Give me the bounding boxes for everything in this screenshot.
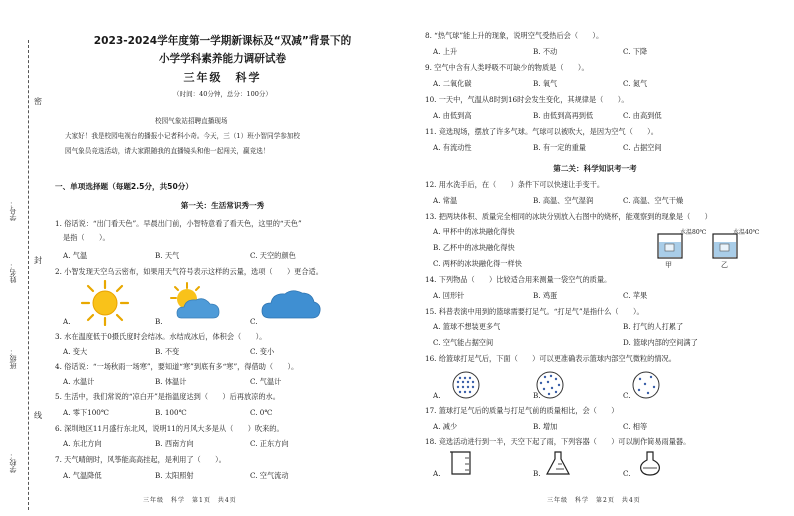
q13-option-b[interactable]: B. 乙杯中的冰块融化得快 [433,243,515,252]
q17-option-c[interactable]: C. 相等 [623,422,648,431]
q7-option-a[interactable]: A. 气温降低 [63,471,102,480]
q14-option-c[interactable]: C. 苹果 [623,291,648,300]
conical-flask-icon [545,450,571,476]
page-1-footer: 三年级 科学 第1页 共4页 [143,497,237,504]
q10-option-a[interactable]: A. 由低到高 [433,111,472,120]
q15-option-a[interactable]: A. 篮球不想装更多气 [433,322,501,331]
q9-option-a[interactable]: A. 二氧化碳 [433,79,472,88]
question-18: 18. 竞选活动进行到一半，天空下起了雨，下列容器（ ）可以制作简易雨量器。 [425,437,691,446]
intro-title: 校园气象站招聘直播现场 [155,117,228,125]
q15-option-c[interactable]: C. 空气能占据空间 [433,338,494,347]
question-16: 16. 给篮球打足气后，下面（ ）可以更准确表示篮球内部空气微粒的情况。 [425,354,676,363]
binding-margin [0,0,52,516]
q10-option-c[interactable]: C. 由高到低 [623,111,662,120]
q6-option-b[interactable]: B. 西南方向 [155,439,194,448]
q18-option-c[interactable]: C. [623,469,631,478]
q8-option-b[interactable]: B. 不动 [533,47,558,56]
q15-option-b[interactable]: B. 打气的人打累了 [623,322,684,331]
air-particles-scattered-icon [631,370,661,400]
question-5: 5. 生活中，我们常说的“凉白开”是指温度达到（ ）后再放凉的水。 [55,392,280,401]
question-8: 8. “热气球”能上升的现象，说明空气受热后会（ ）。 [425,31,604,40]
q7-option-b[interactable]: B. 太阳照射 [155,471,194,480]
q14-option-a[interactable]: A. 回形针 [433,291,465,300]
question-11: 11. 竞选现场，摆放了许多气球。气球可以被吹大，是因为空气（ ）。 [425,127,658,136]
q10-option-b[interactable]: B. 由低到高再到低 [533,111,594,120]
exam-meta: （时间：40分钟，总分：100分） [173,90,272,98]
page-2-footer: 三年级 科学 第2页 共4页 [547,497,641,504]
level-2-title: 第二关：科学知识考一考 [553,164,637,173]
seal-char-feng: 封 [34,256,42,265]
q5-option-c[interactable]: C. 0℃ [250,408,273,417]
part-heading: 一、单项选择题（每题2.5分，共50分） [55,182,193,191]
q18-option-b[interactable]: B. [533,469,541,478]
q9-option-b[interactable]: B. 氧气 [533,79,558,88]
q11-option-c[interactable]: C. 占据空间 [623,143,662,152]
question-10: 10. 一天中，气温从8时到16时会发生变化，其规律是（ ）。 [425,95,629,104]
seal-char-mi: 密 [34,97,42,106]
q17-option-a[interactable]: A. 减少 [433,422,458,431]
q13-option-a[interactable]: A. 甲杯中的冰块融化得快 [433,227,515,236]
air-particles-sparse-icon [535,370,565,400]
field-name[interactable]: 姓名： [9,262,17,283]
q16-option-b[interactable]: B. [533,391,541,400]
q18-option-a[interactable]: A. [433,469,441,478]
exam-title-line1: 2023-2024学年度第一学期新课标及“双减”背景下的 [93,35,352,47]
question-12: 12. 用水洗手后，在（ ）条件下可以快速让手变干。 [425,180,605,189]
question-4: 4. 俗话说：“一场秋雨一场寒”，要知道“寒”到底有多“寒”，得借助（ ）。 [55,362,299,371]
q2-option-a[interactable]: A. [63,317,71,326]
q3-option-a[interactable]: A. 变大 [63,347,88,356]
q4-option-c[interactable]: C. 气温计 [250,377,282,386]
air-particles-even-icon [451,370,481,400]
question-14: 14. 下列物品（ ）比较适合用来测量一袋空气的质量。 [425,275,612,284]
question-15: 15. 科普表演中用到的篮球需要打足气。“打足气”是指什么（ ）。 [425,307,644,316]
q14-option-b[interactable]: B. 鸡蛋 [533,291,558,300]
beaker-yi-label: 乙 [721,261,728,269]
question-2: 2. 小智发现天空乌云密布，如果用天气符号表示这样的云量，选项（ ）更合适。 [55,267,323,276]
field-class[interactable]: 班级： [9,348,17,369]
question-17: 17. 篮球打足气后的质量与打足气前的质量相比，会（ ） [425,406,619,415]
q6-option-c[interactable]: C. 正东方向 [250,439,289,448]
exam-title-line2: 小学学科素养能力调研试卷 [158,53,287,65]
q5-option-a[interactable]: A. 零下100℃ [63,408,109,417]
q12-option-a[interactable]: A. 常温 [433,196,458,205]
q9-option-c[interactable]: C. 氮气 [623,79,648,88]
q7-option-c[interactable]: C. 空气流动 [250,471,289,480]
sun-behind-cloud-icon [167,282,225,324]
q13-option-c[interactable]: C. 两杯的冰块融化得一样快 [433,259,522,268]
grade-subject: 三年级 科学 [183,71,262,84]
q4-option-b[interactable]: B. 体温计 [155,377,187,386]
q6-option-a[interactable]: A. 东北方向 [63,439,102,448]
seal-char-xian: 线 [34,411,42,420]
q1-option-c[interactable]: C. 天空的颜色 [250,251,296,260]
cloud-icon [260,288,322,320]
q1-option-a[interactable]: A. 气温 [63,251,88,260]
intro-line1: 大家好！我是校园电视台的播报小记者科小奇。今天，三（1）班小智同学参加校 [65,132,300,140]
beaker-jia-temp: 水温80℃ [680,229,707,236]
q17-option-b[interactable]: B. 增加 [533,422,558,431]
q12-option-b[interactable]: B. 高温、空气湿润 [533,196,594,205]
q2-option-b[interactable]: B. [155,317,163,326]
question-6: 6. 深圳地区11月盛行东北风，说明11的月风大多是从（ ）吹来的。 [55,424,284,433]
field-school[interactable]: 学校： [9,452,17,473]
question-9: 9. 空气中含有人类呼吸不可缺少的物质是（ ）。 [425,63,589,72]
q15-option-d[interactable]: D. 篮球内部的空间满了 [623,338,698,347]
question-3: 3. 水在温度低于0摄氏度时会结冰。水结成冰后，体积会（ ）。 [55,332,267,341]
question-13: 13. 把两块体积、质量完全相同的冰块分别放入右图中的烧杯，能观察到的现象是（ ） [425,212,712,221]
level-1-title: 第一关：生活常识秀一秀 [180,201,265,210]
q11-option-a[interactable]: A. 有流动性 [433,143,472,152]
q3-option-c[interactable]: C. 变小 [250,347,275,356]
question-1-line2: 是指（ ）。 [63,233,110,242]
question-7: 7. 天气晴朗时，风筝能高高挂起，是利用了（ ）。 [55,455,226,464]
q11-option-b[interactable]: B. 有一定的重量 [533,143,586,152]
q16-option-c[interactable]: C. [623,391,631,400]
q3-option-b[interactable]: B. 不变 [155,347,180,356]
intro-line2: 园气象员竞选活动，请大家跟随我的直播镜头和他一起闯关，赢竞选！ [65,147,270,155]
sun-icon [80,280,130,326]
field-student-id[interactable]: 学号： [9,200,17,221]
beaker-yi-temp: 水温40℃ [733,229,760,236]
beaker-jia-label: 甲 [665,261,672,269]
question-1-line1: 1. 俗话说：“出门看天色”。早晨出门前，小智特意看了看天色，这里的“天色” [55,219,302,228]
q4-option-a[interactable]: A. 水温计 [63,377,95,386]
round-flask-icon [637,450,663,476]
q8-option-a[interactable]: A. 上升 [433,47,458,56]
q16-option-a[interactable]: A. [433,391,441,400]
q1-option-b[interactable]: B. 天气 [155,251,180,260]
q2-option-c[interactable]: C. [250,317,258,326]
binding-dashed-line [28,40,29,510]
q5-option-b[interactable]: B. 100℃ [155,408,187,417]
q8-option-c[interactable]: C. 下降 [623,47,648,56]
q12-option-c[interactable]: C. 高温、空气干燥 [623,196,684,205]
straight-cup-icon [449,450,473,476]
